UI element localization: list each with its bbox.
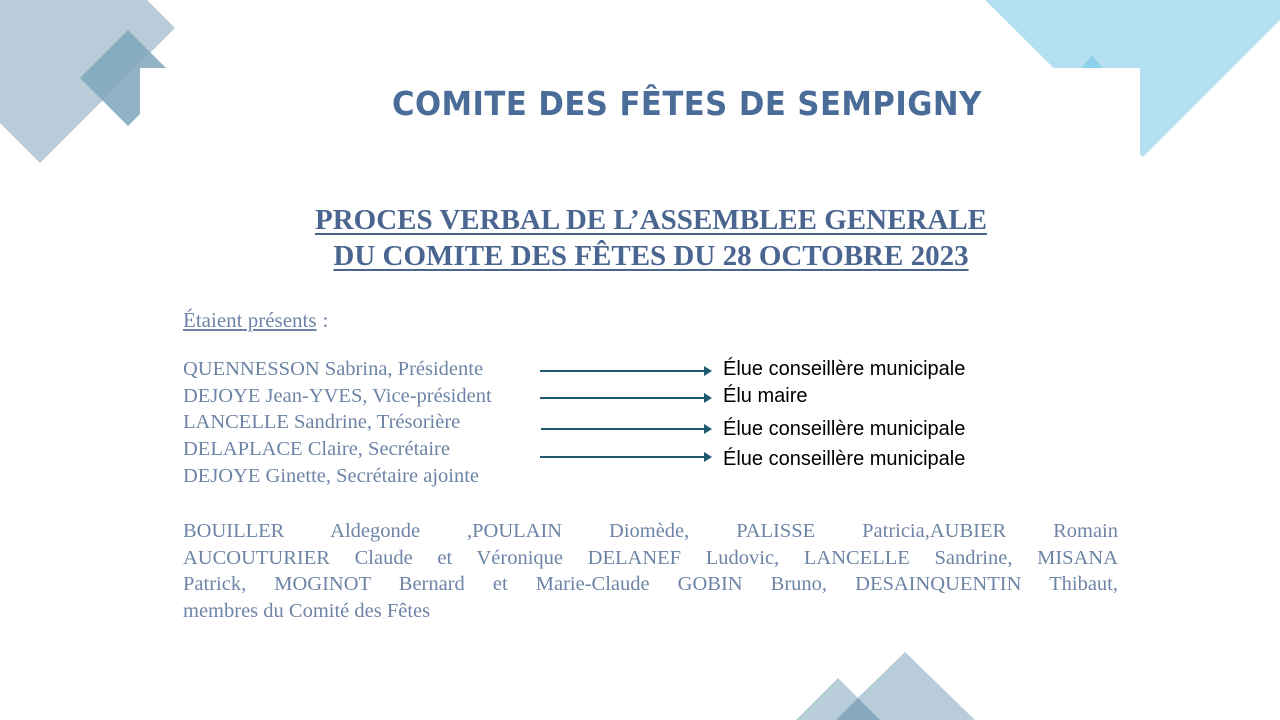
attendance-label: [183, 308, 328, 333]
members-line: AUCOUTURIER Claude et Véronique DELANEF Ludovic, LANCELLE Sandrine, MISANA: [183, 546, 1118, 569]
officer-vice-president: DEJOYE Jean-YVES, Vice-président: [183, 385, 492, 407]
arrow-icon: [541, 428, 710, 430]
heading-line-1: PROCES VERBAL DE L’ASSEMBLEE GENERALE: [314, 204, 988, 236]
role-annotation: Élue conseillère municipale: [723, 358, 966, 380]
members-line: BOUILLER Aldegonde ,POULAIN Diomède, PALISSE Patricia,AUBIER Romain: [183, 520, 1118, 542]
officer-president: QUENNESSON Sabrina, Présidente: [183, 358, 484, 380]
arrow-icon: [540, 370, 710, 372]
officer-assistant-secretary: DEJOYE Ginette, Secrétaire ajointe: [183, 465, 479, 487]
members-line: membres du Comité des Fêtes: [183, 599, 431, 622]
officer-treasurer: LANCELLE Sandrine, Trésorière: [183, 411, 461, 433]
arrow-icon: [540, 456, 710, 458]
officer-secretary: DELAPLACE Claire, Secrétaire: [183, 438, 450, 460]
heading-line-2: DU COMITE DES FÊTES DU 28 OCTOBRE 2023: [333, 240, 969, 272]
attendance-label-text: Étaient présents: [183, 308, 317, 332]
association-title: COMITE DES FÊTES DE SEMPIGNY: [392, 84, 982, 123]
members-line: Patrick, MOGINOT Bernard et Marie-Claude GOBIN Bruno, DESAINQUENTIN Thibaut,: [183, 573, 1118, 595]
role-annotation: Élu maire: [723, 385, 808, 407]
attendance-colon: :: [322, 308, 329, 332]
members-paragraph: [183, 518, 1118, 624]
role-annotation: Élue conseillère municipale: [723, 418, 966, 440]
arrow-icon: [540, 397, 710, 399]
role-annotation: Élue conseillère municipale: [723, 448, 966, 470]
